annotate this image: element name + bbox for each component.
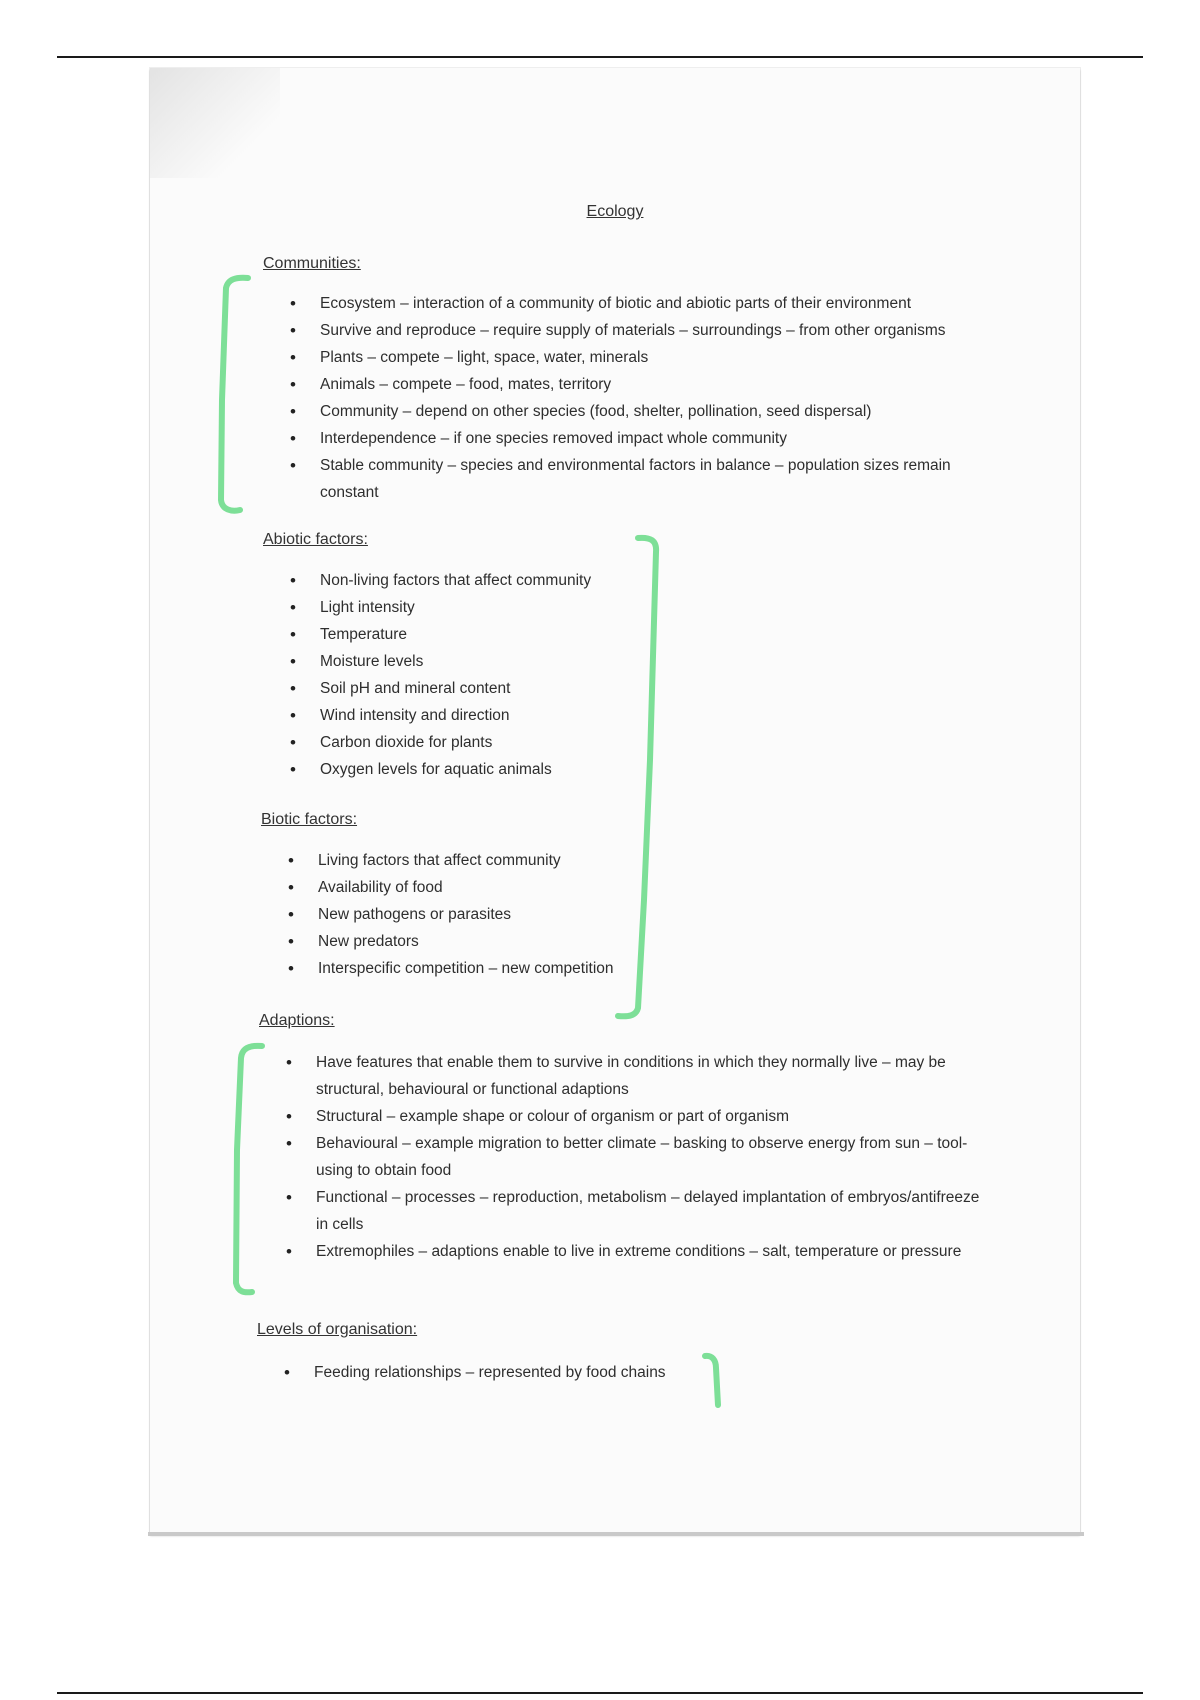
adaptions-list	[286, 1049, 986, 1265]
list-item: • Survive and reproduce – require supply of materials – surroundings – from other organisms	[290, 317, 970, 344]
section-heading-communities: Communities:	[263, 255, 361, 272]
list-item: • Soil pH and mineral content	[290, 675, 710, 702]
list-item: • Ecosystem – interaction of a community of biotic and abiotic parts of their environment	[290, 290, 970, 317]
folded-corner	[150, 68, 280, 178]
section-heading-biotic: Biotic factors:	[261, 811, 358, 828]
top-rule	[57, 56, 1143, 58]
list-item: • Light intensity	[290, 594, 710, 621]
list-item: • Plants – compete – light, space, water, minerals	[290, 344, 970, 371]
list-item: • Carbon dioxide for plants	[290, 729, 710, 756]
biotic-list	[288, 847, 708, 982]
list-item: • Interdependence – if one species removed impact whole community	[290, 425, 970, 452]
scanned-page	[150, 68, 1080, 1534]
section-heading-levels: Levels of organisation:	[257, 1321, 418, 1338]
list-item: • Structural – example shape or colour of organism or part of organism	[286, 1103, 986, 1130]
list-item: • Extremophiles – adaptions enable to live in extreme conditions – salt, temperature or pressure	[286, 1238, 986, 1265]
list-item: • Stable community – species and environmental factors in balance – population sizes remain constant	[290, 452, 970, 506]
list-item: • New pathogens or parasites	[288, 901, 708, 928]
list-item: • Non-living factors that affect community	[290, 567, 710, 594]
list-item: • Moisture levels	[290, 648, 710, 675]
list-item: • Living factors that affect community	[288, 847, 708, 874]
page-edge	[148, 1532, 1084, 1536]
abiotic-list	[290, 567, 710, 783]
levels-list	[284, 1359, 884, 1386]
list-item: • Behavioural – example migration to better climate – basking to observe energy from sun – tool-using to obtain food	[286, 1130, 986, 1184]
list-item: • Feeding relationships – represented by food chains	[284, 1359, 884, 1386]
list-item: • Interspecific competition – new competition	[288, 955, 708, 982]
document-title: Ecology	[586, 203, 644, 220]
list-item: • Functional – processes – reproduction, metabolism – delayed implantation of embryos/antifreeze in cells	[286, 1184, 986, 1238]
section-heading-abiotic: Abiotic factors:	[263, 531, 368, 548]
list-item: • Oxygen levels for aquatic animals	[290, 756, 710, 783]
section-heading-adaptions: Adaptions:	[259, 1012, 335, 1029]
list-item: • Have features that enable them to survive in conditions in which they normally live – may be structural, behavioural or functional adaptions	[286, 1049, 986, 1103]
list-item: • Animals – compete – food, mates, territory	[290, 371, 970, 398]
bottom-rule	[57, 1692, 1143, 1694]
list-item: • Community – depend on other species (food, shelter, pollination, seed dispersal)	[290, 398, 970, 425]
communities-list	[290, 290, 970, 506]
list-item: • Availability of food	[288, 874, 708, 901]
list-item: • New predators	[288, 928, 708, 955]
list-item: • Temperature	[290, 621, 710, 648]
list-item: • Wind intensity and direction	[290, 702, 710, 729]
